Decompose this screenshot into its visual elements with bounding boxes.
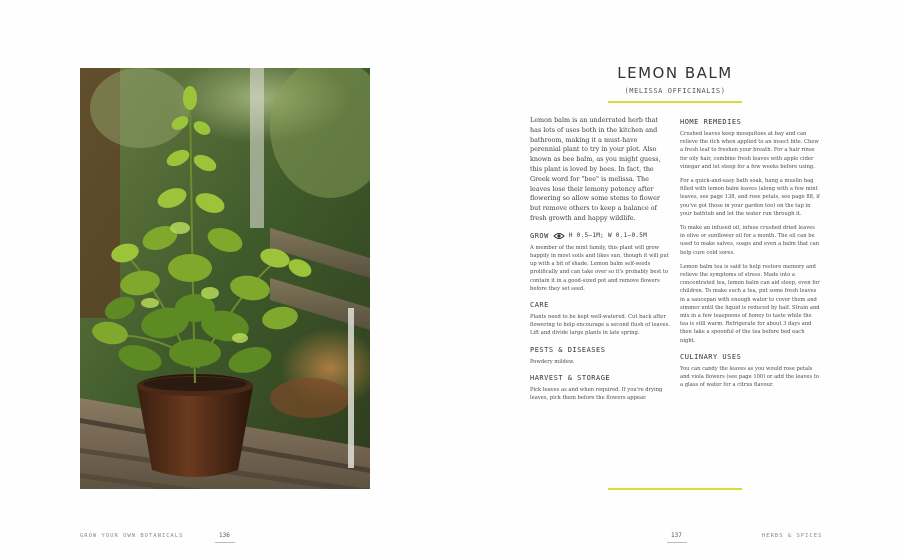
grow-dimensions: H 0.5–1M; W 0.1–0.5M	[568, 232, 648, 240]
left-text-column	[530, 116, 670, 408]
page-number-left-underline	[215, 542, 235, 543]
page-subtitle: (MELISSA OFFICINALIS)	[624, 87, 726, 95]
lemon-balm-photo	[80, 68, 370, 489]
bottom-rule	[608, 488, 742, 490]
footer-right-title: HERBS & SPICES	[762, 533, 823, 539]
eye-icon	[553, 232, 565, 240]
harvest-heading: HARVEST & STORAGE	[530, 373, 611, 382]
remedies-paragraph: Lemon balm tea is said to help restore memory and relieve the symptoms of stress. Made into a concentrated tea, lemon balm can aid sleep, even for children. To make such a tea, put some fresh leaves in a saucepan with enough water to cover them and simmer until the liquid is reduced by half. Strain and mix in a few teaspoons of honey to taste while the tea is still warm. Refrigerate for about 3 days and then take a spoonful of the tea before bed each night.	[680, 263, 820, 344]
page-title: LEMON BALM	[617, 64, 733, 82]
grow-heading-label: GROW	[530, 231, 549, 240]
culinary-heading: CULINARY USES	[680, 352, 742, 361]
care-text: Plants need to be kept well-watered. Cut back after flowering to help encourage a second flush of leaves. Lift and divide large plants in late spring.	[530, 313, 670, 337]
pests-text: Powdery mildew.	[530, 358, 575, 365]
page-number-left: 136	[219, 532, 230, 539]
pests-heading: PESTS & DISEASES	[530, 345, 606, 354]
remedies-heading: HOME REMEDIES	[680, 118, 742, 126]
grow-heading	[530, 232, 670, 240]
remedies-paragraph: Crushed leaves keep mosquitoes at bay and can relieve the itch when applied to an insect bite. Chew a fresh leaf to freshen your breath. For a hair rinse for oily hair, combine fresh leaves with apple cider vinegar and let steep for a few weeks before using.	[680, 131, 819, 170]
page-number-right-underline	[667, 542, 687, 543]
grow-text: A member of the mint family, this plant will grow happily in most soils and likes sun, though it will put up with a bit of shade. Lemon balm self-seeds prolifically and can take over so it's probably best to contain it in a good-sized pot and remove flowers before they set seed.	[530, 244, 669, 292]
harvest-text: Pick leaves as and when required. If you're drying leaves, pick them before the flowers appear.	[530, 386, 663, 401]
care-heading: CARE	[530, 300, 549, 309]
page-number-right: 137	[671, 532, 682, 539]
remedies-paragraph: For a quick-and-easy bath soak, hang a muslin bag filled with lemon balm leaves (along with a few mint leaves, see page 138, and rose petals, see page 88, if you've got those in your garden too) on the tap in your bathtub and let the water run through it.	[680, 178, 820, 217]
title-rule	[608, 101, 742, 103]
intro-paragraph: Lemon balm is an underrated herb that has lots of uses both in the kitchen and bathroom, making it a must-have perennial plant to try in your plot. Also known as bee balm, as you might guess, this plant is loved by bees. In fact, the Greek word for "bee" is melissa. The leaves lose their lemony potency after flowering so allow some stems to flower but remove others to keep a balance of fresh growth and happy wildlife.	[530, 116, 661, 222]
remedies-paragraph: To make an infused oil, infuse crushed dried leaves in olive or sunflower oil for a month. The oil can be used to make salves, soaps and even a balm that can help cure cold sores.	[680, 225, 820, 256]
footer-left-title: GROW YOUR OWN BOTANICALS	[80, 533, 184, 539]
right-text-column	[680, 118, 820, 395]
culinary-text: You can candy the leaves as you would rose petals and viola flowers (see page 100) or add the leaves to a glass of water for a citrus flavour.	[680, 365, 820, 389]
